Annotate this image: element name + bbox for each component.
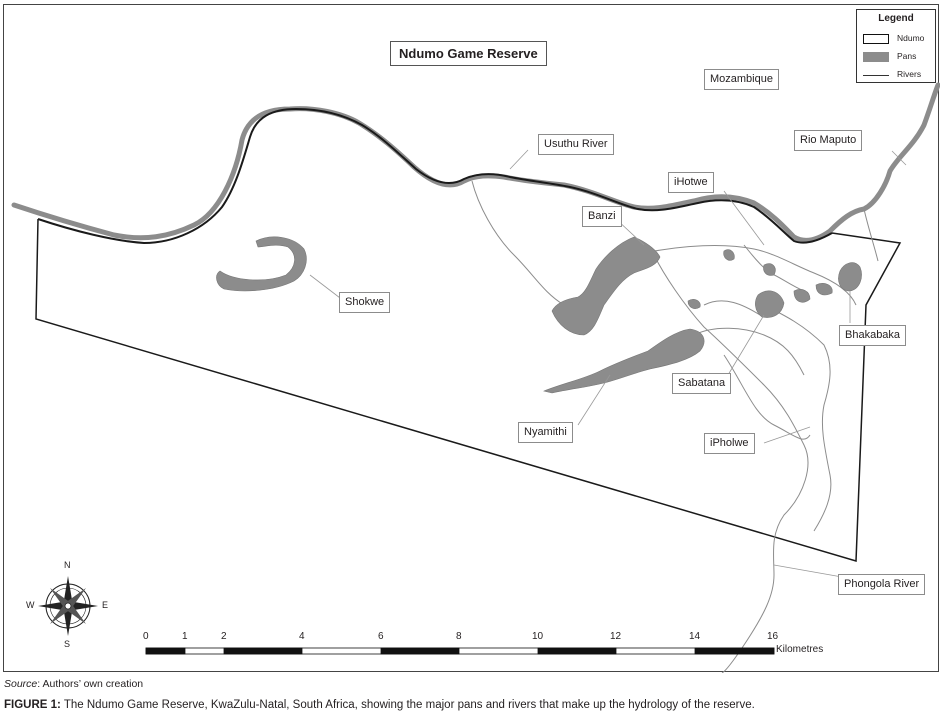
figure-caption — [4, 699, 939, 711]
pan-bhakabaka — [838, 263, 861, 291]
compass-w: W — [26, 600, 35, 610]
legend-item-rivers — [863, 68, 935, 82]
pan-small-1 — [794, 289, 810, 302]
label-usuthu-river: Usuthu River — [538, 134, 614, 155]
compass-rose — [38, 576, 98, 636]
caption-label: FIGURE 1: — [4, 699, 61, 711]
label-phongola-river: Phongola River — [838, 574, 925, 595]
usuthu-river-channel — [14, 85, 938, 240]
compass-n: N — [64, 560, 71, 570]
label-bhakabaka: Bhakabaka — [839, 325, 906, 346]
pan-small-2 — [816, 283, 832, 295]
pan-swatch-icon — [863, 52, 889, 62]
pan-small-4 — [688, 299, 700, 308]
compass-e: E — [102, 600, 109, 610]
boundary-swatch-icon — [863, 34, 889, 44]
legend-label-pans: Pans — [897, 51, 917, 61]
pans — [217, 237, 862, 393]
compass-s: S — [64, 639, 71, 649]
label-banzi: Banzi — [582, 206, 622, 227]
scale-tick-2: 2 — [221, 631, 227, 642]
label-sabatana: Sabatana — [672, 373, 731, 394]
scale-tick-16: 16 — [767, 631, 779, 642]
legend-item-pans — [863, 50, 935, 64]
scale-tick-1: 1 — [182, 631, 188, 642]
legend-label-ndumo: Ndumo — [897, 33, 925, 43]
label-ipholwe: iPholwe — [704, 433, 755, 454]
source-note — [4, 678, 143, 690]
river-line-icon — [863, 75, 889, 76]
scale-tick-4: 4 — [299, 631, 305, 642]
map-frame — [3, 4, 939, 672]
scale-tick-6: 6 — [378, 631, 384, 642]
label-rio-maputo: Rio Maputo — [794, 130, 862, 151]
pan-banzi — [552, 237, 660, 335]
scale-tick-8: 8 — [456, 631, 462, 642]
source-text: : Authors’ own creation — [37, 678, 144, 690]
map-canvas — [4, 5, 940, 673]
map-title: Ndumo Game Reserve — [390, 41, 547, 66]
pan-shokwe — [217, 237, 307, 291]
source-prefix: Source — [4, 678, 38, 690]
label-ihotwe: iHotwe — [668, 172, 714, 193]
legend-item-ndumo — [863, 32, 935, 46]
caption-text: The Ndumo Game Reserve, KwaZulu-Natal, South Africa, showing the major pans and rivers that make up the hydrology of the reserve. — [60, 699, 755, 711]
legend — [856, 9, 936, 83]
legend-title: Legend — [878, 13, 914, 24]
scale-tick-12: 12 — [610, 631, 622, 642]
legend-label-rivers: Rivers — [897, 69, 922, 79]
pan-small-5 — [724, 250, 735, 261]
label-nyamithi: Nyamithi — [518, 422, 573, 443]
scale-tick-14: 14 — [689, 631, 701, 642]
scale-bar — [146, 648, 774, 654]
label-mozambique: Mozambique — [704, 69, 779, 90]
label-shokwe: Shokwe — [339, 292, 390, 313]
scale-tick-0: 0 — [143, 631, 149, 642]
scale-unit: Kilometres — [776, 644, 824, 655]
pan-small-3 — [763, 264, 775, 276]
scale-tick-10: 10 — [532, 631, 544, 642]
